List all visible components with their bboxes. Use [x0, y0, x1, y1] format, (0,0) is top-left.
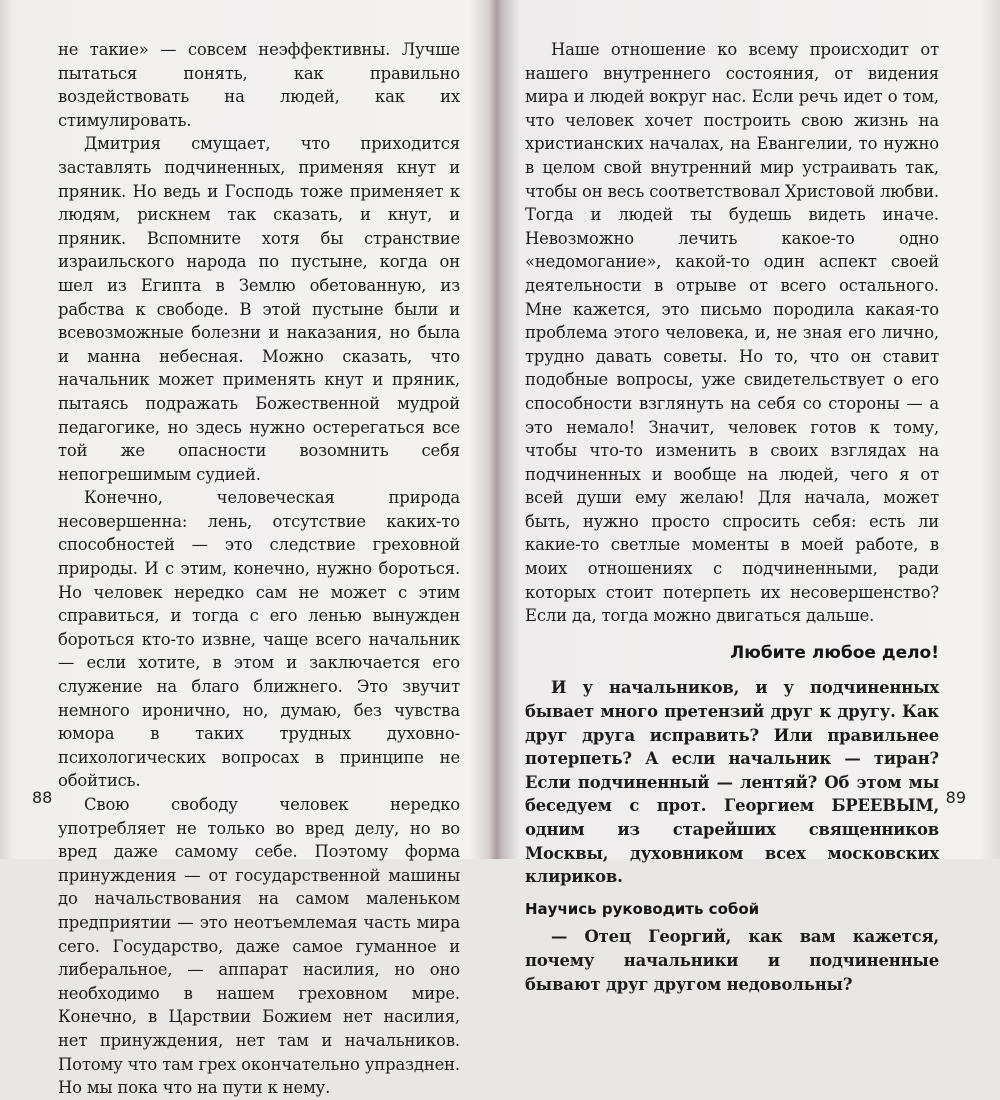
right-page [503, 0, 1000, 994]
page-number-left: 88 [32, 788, 53, 807]
paragraph: Конечно, человеческая природа несовершенна: лень, отсутствие каких-то способностей — это следствие греховной природы. И с этим, конечно, нужно бороться. Но человек нередко сам не может с этим справиться, и тогда с его ленью вынужден бороться кто-то извне, чаще всего начальник — если хотите, в этом и заключается его служение на благо ближнего. Это звучит немного иронично, но, думаю, без чувства юмора в таких трудных духовно-психологических вопросах в принципе не обойтись. [58, 488, 460, 791]
article-lead: И у начальников, и у подчиненных бывает много претензий друг к другу. Как друг друга исправить? Или правильнее потерпеть? А если начальник — тиран? Если подчиненный — лентяй? Об этом мы беседуем с прот. Георгием БРЕЕВЫМ, одним из старейших священников Москвы, духовником всех московских клириков. [525, 678, 939, 887]
left-page [0, 0, 497, 1098]
paragraph: не такие» — совсем неэффективны. Лучше пытаться понять, как правильно воздействовать на людей, как их стимулировать. [58, 40, 460, 130]
paragraph: Дмитрия смущает, что приходится заставлять подчиненных, применяя кнут и пряник. Но ведь и Господь тоже применяет к людям, рискнем так сказать, и кнут, и пряник. Вспомните хотя бы странствие израильского народа по пустыне, когда он шел из Египта в Землю обетованную, из рабства к свободе. В этой пустыне были и всевозможные болезни и наказания, но была и манна небесная. Можно сказать, что начальник может применять кнут и пряник, пытаясь подражать Божественной мудрой педагогике, но здесь нужно остерегаться все той же опасности возомнить себя непогрешимым судией. [58, 134, 460, 484]
interview-question: — Отец Георгий, как вам кажется, почему начальники и подчиненные бывают друг другом недовольны? [525, 927, 939, 994]
right-page-body [525, 38, 939, 996]
page-number-right: 89 [945, 788, 966, 807]
paragraph: Свою свободу человек нередко употребляет не только во вред делу, но во вред даже самому себе. Поэтому форма принуждения — от государственной машины до начальствования на самом маленьком предприятии — это неотъемлемая часть мира сего. Государство, даже самое гуманное и либеральное, — аппарат насилия, но оно необходимо в нашем греховном мире. Конечно, в Царствии Божием нет насилия, нет принуждения, нет там и начальников. Потому что там грех окончательно упразднен. Но мы пока что на пути к нему. [58, 795, 460, 1098]
paragraph: Наше отношение ко всему происходит от нашего внутреннего состояния, от видения мира и людей вокруг нас. Если речь идет о том, что человек хочет построить свою жизнь на христианских началах, на Евангелии, то нужно в целом свой внутренний мир устраивать так, чтобы он весь соответствовал Христовой любви. Тогда и людей ты будешь видеть иначе. Невозможно лечить какое-то одно «недомогание», какой-то один аспект своей деятельности в отрыве от всего остального. Мне кажется, это письмо породила какая-то проблема этого человека, и, не зная его лично, трудно давать советы. Но то, что он ставит подобные вопросы, уже свидетельствует о его способности взглянуть на себя со стороны — а это немало! Значит, человек готов к тому, чтобы что-то изменить в своих взглядах на подчиненных и вообще на людей, чего я от всей души ему желаю! Для начала, может быть, нужно просто спросить себя: есть ли какие-то светлые моменты в моей работе, в моих отношениях с подчиненными, ради которых стоит потерпеть их несовершенство? Если да, тогда можно двигаться дальше. [525, 40, 939, 626]
section-heading: Любите любое дело! [730, 642, 939, 663]
left-page-body [58, 38, 460, 1100]
subheading: Научись руководить собой [525, 899, 760, 918]
